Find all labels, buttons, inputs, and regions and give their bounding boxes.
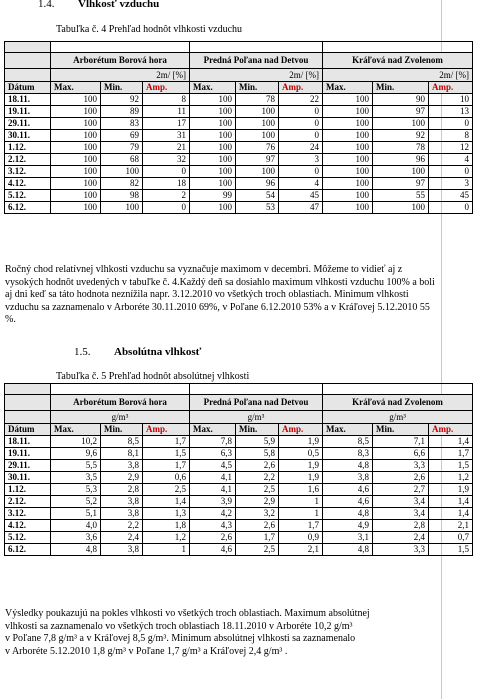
table-cell: 24 — [279, 142, 323, 154]
table-cell: 2,6 — [373, 472, 429, 484]
table-cell: 2,6 — [190, 532, 236, 544]
table-cell: 100 — [236, 106, 279, 118]
table-cell: 1,5 — [429, 460, 473, 472]
table-cell: 11 — [143, 106, 190, 118]
header-blank — [323, 42, 473, 53]
table-cell: 100 — [373, 118, 429, 130]
table-cell: 45 — [429, 190, 473, 202]
site-arboretum: Arborétum Borová hora — [51, 395, 190, 411]
table-cell: 0 — [429, 118, 473, 130]
header-blank — [190, 42, 323, 53]
table-caption: Tabuľka č. 5 Prehľad hodnôt absolútnej vlhkosti — [56, 371, 250, 382]
table-cell: 1,9 — [279, 436, 323, 448]
table-cell: 100 — [323, 94, 373, 106]
table-cell: 2,5 — [236, 484, 279, 496]
table-cell: 4,8 — [323, 544, 373, 556]
section-number: 1.5. — [74, 346, 91, 358]
table-cell: 4,8 — [323, 508, 373, 520]
table-row — [5, 460, 473, 472]
table-cell: 0 — [279, 106, 323, 118]
table-cell: 32 — [143, 154, 190, 166]
table-cell: 5,1 — [51, 508, 101, 520]
absolute-humidity-paragraph — [5, 608, 437, 658]
table-cell: 10,2 — [51, 436, 101, 448]
table-row — [5, 94, 473, 106]
table-cell: 79 — [101, 142, 143, 154]
table-cell: 1,5 — [429, 544, 473, 556]
table-cell: 2,2 — [101, 520, 143, 532]
table-cell: 2,6 — [236, 520, 279, 532]
section-heading-humidity — [38, 0, 159, 10]
table-cell: 2,8 — [101, 484, 143, 496]
table-cell: 21 — [143, 142, 190, 154]
table-cell: 4,6 — [323, 496, 373, 508]
table-cell: 5,9 — [236, 436, 279, 448]
table-cell: 8,5 — [323, 436, 373, 448]
table-cell: 100 — [51, 106, 101, 118]
table-cell: 1,8 — [143, 520, 190, 532]
table-cell: 6,6 — [373, 448, 429, 460]
table-cell: 0,9 — [279, 532, 323, 544]
table-cell: 3,6 — [51, 532, 101, 544]
table-cell: 1 — [279, 496, 323, 508]
header-corner — [5, 53, 51, 69]
row-date: 2.12. — [5, 496, 51, 508]
table-cell: 100 — [190, 94, 236, 106]
table-row — [5, 106, 473, 118]
row-date: 1.12. — [5, 142, 51, 154]
table-cell: 9,6 — [51, 448, 101, 460]
table-cell: 0 — [279, 166, 323, 178]
table-cell: 1,7 — [143, 436, 190, 448]
column-min: Min. — [373, 424, 429, 436]
paragraph-line: v Poľane 7,8 g/m³ a v Kráľovej 8,5 g/m³. Minimum absolútnej vlhkosti sa zaznamenalo — [5, 633, 356, 645]
table-cell: 82 — [101, 178, 143, 190]
row-date: 29.11. — [5, 118, 51, 130]
table-cell: 100 — [323, 166, 373, 178]
table-cell: 100 — [101, 202, 143, 214]
table-cell: 0,6 — [143, 472, 190, 484]
column-min: Min. — [236, 82, 279, 94]
table-cell: 100 — [190, 130, 236, 142]
row-date: 4.12. — [5, 178, 51, 190]
table-cell: 0,7 — [429, 532, 473, 544]
header-corner — [5, 42, 51, 53]
table-cell: 4,8 — [51, 544, 101, 556]
table-cell: 5,8 — [236, 448, 279, 460]
table-cell: 1,9 — [279, 460, 323, 472]
table-cell: 100 — [323, 154, 373, 166]
table-cell: 0 — [143, 202, 190, 214]
table-cell: 13 — [429, 106, 473, 118]
table-cell: 90 — [373, 94, 429, 106]
row-date: 2.12. — [5, 154, 51, 166]
table-row — [5, 508, 473, 520]
table-cell: 3 — [429, 178, 473, 190]
table-cell: 100 — [323, 202, 373, 214]
table-cell: 2,5 — [236, 544, 279, 556]
table-cell: 2,4 — [101, 532, 143, 544]
table-cell: 1,7 — [429, 448, 473, 460]
table-cell: 1,9 — [429, 484, 473, 496]
table-cell: 3,8 — [323, 472, 373, 484]
table-cell: 8,5 — [101, 436, 143, 448]
table-cell: 31 — [143, 130, 190, 142]
table-cell: 1,7 — [143, 460, 190, 472]
column-min: Min. — [101, 82, 143, 94]
table-cell: 1,4 — [143, 496, 190, 508]
table-cell: 69 — [101, 130, 143, 142]
table-cell: 100 — [323, 142, 373, 154]
unit-label: 2m/ [%] — [190, 69, 323, 82]
table-cell: 100 — [323, 106, 373, 118]
table-cell: 4 — [279, 178, 323, 190]
table-cell: 100 — [323, 130, 373, 142]
table-row — [5, 166, 473, 178]
table-cell: 100 — [323, 178, 373, 190]
table-cell: 100 — [236, 166, 279, 178]
column-max: Max. — [190, 82, 236, 94]
table-cell: 100 — [190, 118, 236, 130]
table-cell: 6,3 — [190, 448, 236, 460]
table-cell: 47 — [279, 202, 323, 214]
column-amp: Amp. — [143, 82, 190, 94]
table-cell: 8 — [429, 130, 473, 142]
section-heading-absolute-humidity — [74, 346, 201, 358]
table-cell: 99 — [190, 190, 236, 202]
header-blank — [51, 384, 190, 395]
table-cell: 2,5 — [143, 484, 190, 496]
relative-humidity-table — [4, 41, 473, 214]
row-date: 19.11. — [5, 106, 51, 118]
table-cell: 98 — [101, 190, 143, 202]
table-cell: 1,6 — [279, 484, 323, 496]
paragraph-line: v Arboréte 5.12.2010 1,8 g/m³ v Poľane 1,7 g/m³ a Kráľovej 2,4 g/m³ . — [5, 645, 288, 657]
table-cell: 100 — [323, 190, 373, 202]
table-cell: 100 — [373, 166, 429, 178]
table-cell: 78 — [373, 142, 429, 154]
table-cell: 2,4 — [373, 532, 429, 544]
table-cell: 4,2 — [190, 508, 236, 520]
table-cell: 2,7 — [373, 484, 429, 496]
table-row — [5, 472, 473, 484]
table-row — [5, 142, 473, 154]
table-cell: 2,1 — [279, 544, 323, 556]
table-cell: 100 — [190, 166, 236, 178]
column-amp: Amp. — [279, 424, 323, 436]
table-cell: 100 — [236, 130, 279, 142]
column-amp: Amp. — [279, 82, 323, 94]
table-cell: 83 — [101, 118, 143, 130]
table-cell: 55 — [373, 190, 429, 202]
table-cell: 100 — [51, 202, 101, 214]
column-date: Dátum — [5, 82, 51, 94]
site-polana: Predná Poľana nad Detvou — [190, 395, 323, 411]
header-corner — [5, 395, 51, 411]
table-row — [5, 532, 473, 544]
table-cell: 100 — [51, 190, 101, 202]
row-date: 4.12. — [5, 520, 51, 532]
table-cell: 89 — [101, 106, 143, 118]
table-cell: 3,8 — [101, 544, 143, 556]
table-cell: 8 — [143, 94, 190, 106]
table-cell: 100 — [190, 154, 236, 166]
row-date: 18.11. — [5, 436, 51, 448]
header-corner — [5, 384, 51, 395]
table-cell: 2 — [143, 190, 190, 202]
row-date: 5.12. — [5, 190, 51, 202]
table-cell: 97 — [373, 178, 429, 190]
table-cell: 96 — [236, 178, 279, 190]
unit-label: 2m/ [%] — [51, 69, 190, 82]
table-cell: 18 — [143, 178, 190, 190]
table-cell: 92 — [101, 94, 143, 106]
row-date: 29.11. — [5, 460, 51, 472]
table-row — [5, 130, 473, 142]
column-amp: Amp. — [429, 424, 473, 436]
table-cell: 97 — [236, 154, 279, 166]
table-cell: 100 — [190, 106, 236, 118]
column-min: Min. — [236, 424, 279, 436]
column-max: Max. — [323, 424, 373, 436]
table-cell: 2,2 — [236, 472, 279, 484]
column-amp: Amp. — [429, 82, 473, 94]
column-date: Dátum — [5, 424, 51, 436]
row-date: 30.11. — [5, 472, 51, 484]
table-cell: 92 — [373, 130, 429, 142]
table-cell: 4,8 — [323, 460, 373, 472]
header-corner — [5, 69, 51, 82]
table-cell: 68 — [101, 154, 143, 166]
table-cell: 1,2 — [429, 472, 473, 484]
table-cell: 3,1 — [323, 532, 373, 544]
table-row — [5, 448, 473, 460]
table-cell: 1,7 — [279, 520, 323, 532]
column-min: Min. — [373, 82, 429, 94]
absolute-humidity-table — [4, 383, 473, 556]
table-cell: 100 — [190, 178, 236, 190]
table-cell: 0 — [429, 166, 473, 178]
header-blank — [51, 42, 190, 53]
table-cell: 2,8 — [373, 520, 429, 532]
table-cell: 100 — [190, 142, 236, 154]
table-cell: 4,6 — [323, 484, 373, 496]
row-date: 1.12. — [5, 484, 51, 496]
row-date: 6.12. — [5, 202, 51, 214]
column-max: Max. — [51, 424, 101, 436]
table-cell: 100 — [51, 154, 101, 166]
column-max: Max. — [190, 424, 236, 436]
table-cell: 54 — [236, 190, 279, 202]
table-cell: 12 — [429, 142, 473, 154]
table-cell: 2,9 — [236, 496, 279, 508]
row-date: 3.12. — [5, 166, 51, 178]
table-cell: 2,1 — [429, 520, 473, 532]
table-cell: 0 — [143, 166, 190, 178]
table-cell: 4,6 — [190, 544, 236, 556]
table-cell: 100 — [101, 166, 143, 178]
table-cell: 100 — [51, 142, 101, 154]
table-cell: 3,3 — [373, 460, 429, 472]
table-cell: 3,8 — [101, 460, 143, 472]
header-corner — [5, 411, 51, 424]
table-cell: 78 — [236, 94, 279, 106]
table-cell: 4 — [429, 154, 473, 166]
site-arboretum: Arborétum Borová hora — [51, 53, 190, 69]
table-cell: 3 — [279, 154, 323, 166]
table-cell: 5,5 — [51, 460, 101, 472]
unit-label: g/m³ — [51, 411, 190, 424]
row-date: 18.11. — [5, 94, 51, 106]
table-row — [5, 154, 473, 166]
table-cell: 97 — [373, 106, 429, 118]
site-polana: Predná Poľana nad Detvou — [190, 53, 323, 69]
table-cell: 1,4 — [429, 508, 473, 520]
table-row — [5, 544, 473, 556]
header-blank — [323, 384, 473, 395]
table-cell: 1,5 — [143, 448, 190, 460]
table-cell: 10 — [429, 94, 473, 106]
table-cell: 1,4 — [429, 436, 473, 448]
paragraph-line: Výsledky poukazujú na pokles vlhkosti vo všetkých troch oblastiach. Maximum absolútnej — [5, 608, 370, 619]
table-cell: 4,5 — [190, 460, 236, 472]
table-row — [5, 436, 473, 448]
table-cell: 96 — [373, 154, 429, 166]
table-row — [5, 202, 473, 214]
table-cell: 1,4 — [429, 496, 473, 508]
table-cell: 3,8 — [101, 508, 143, 520]
table-cell: 1,3 — [143, 508, 190, 520]
table-cell: 0 — [429, 202, 473, 214]
site-kralova: Kráľová nad Zvolenom — [323, 53, 473, 69]
table-cell: 1 — [143, 544, 190, 556]
table-cell: 0 — [279, 118, 323, 130]
table-cell: 4,1 — [190, 484, 236, 496]
table-cell: 100 — [323, 118, 373, 130]
table-cell: 2,6 — [236, 460, 279, 472]
table-row — [5, 520, 473, 532]
table-cell: 7,8 — [190, 436, 236, 448]
table-cell: 0,5 — [279, 448, 323, 460]
section-number: 1.4. — [38, 0, 55, 10]
table-cell: 53 — [236, 202, 279, 214]
table-row — [5, 484, 473, 496]
row-date: 6.12. — [5, 544, 51, 556]
table-cell: 100 — [51, 166, 101, 178]
row-date: 3.12. — [5, 508, 51, 520]
table-cell: 1,2 — [143, 532, 190, 544]
table-cell: 2,9 — [101, 472, 143, 484]
unit-label: g/m³ — [323, 411, 473, 424]
table-cell: 76 — [236, 142, 279, 154]
table-cell: 100 — [236, 118, 279, 130]
paragraph-line: vlhkosti sa zaznamenalo vo všetkých troch oblastiach 18.11.2010 v Arboréte 10,2 g/m³ — [5, 620, 353, 632]
table-cell: 3,9 — [190, 496, 236, 508]
table-cell: 3,2 — [236, 508, 279, 520]
row-date: 19.11. — [5, 448, 51, 460]
table-cell: 5,3 — [51, 484, 101, 496]
section-title: Vlhkosť vzduchu — [78, 0, 160, 10]
table-cell: 45 — [279, 190, 323, 202]
row-date: 30.11. — [5, 130, 51, 142]
section-title: Absolútna vlhkosť — [114, 346, 202, 358]
table-cell: 4,1 — [190, 472, 236, 484]
table-cell: 1,7 — [236, 532, 279, 544]
table-cell: 3,4 — [373, 496, 429, 508]
table-row — [5, 178, 473, 190]
table-row — [5, 190, 473, 202]
row-date: 5.12. — [5, 532, 51, 544]
table-cell: 0 — [279, 130, 323, 142]
table-cell: 4,3 — [190, 520, 236, 532]
table-caption: Tabuľka č. 4 Prehľad hodnôt vlhkosti vzduchu — [56, 24, 243, 35]
table-row — [5, 496, 473, 508]
table-cell: 100 — [51, 130, 101, 142]
table-cell: 1,9 — [279, 472, 323, 484]
unit-label: g/m³ — [190, 411, 323, 424]
table-cell: 3,4 — [373, 508, 429, 520]
table-cell: 3,5 — [51, 472, 101, 484]
table-cell: 8,3 — [323, 448, 373, 460]
table-cell: 100 — [51, 178, 101, 190]
table-cell: 22 — [279, 94, 323, 106]
column-max: Max. — [51, 82, 101, 94]
table-cell: 100 — [51, 94, 101, 106]
table-cell: 100 — [190, 202, 236, 214]
column-amp: Amp. — [143, 424, 190, 436]
unit-label: 2m/ [%] — [323, 69, 473, 82]
table-cell: 4,9 — [323, 520, 373, 532]
table-cell: 8,1 — [101, 448, 143, 460]
header-blank — [190, 384, 323, 395]
table-cell: 1 — [279, 508, 323, 520]
humidity-paragraph: Ročný chod relatívnej vlhkosti vzduchu sa vyznačuje maximom v decembri. Môžeme to vidieť aj z vysokých hodnôt uvedených v tabuľke č. 4.Každý deň sa dosiahlo maximum vlhkosti vzduchu 100% a boli aj dni keď sa táto hodnota neznížila napr. 3.12.2010 vo všetkých troch oblastiach. Minimum vlhkosti vzduchu sa zaznamenalo v Arboréte 30.11.2010 69%, v Poľane 6.12.2010 53% a v Kráľovej 5.12.2010 55 %. — [5, 264, 435, 326]
table-cell: 5,2 — [51, 496, 101, 508]
table-row — [5, 118, 473, 130]
site-kralova: Kráľová nad Zvolenom — [323, 395, 473, 411]
table-cell: 100 — [373, 202, 429, 214]
table-cell: 3,8 — [101, 496, 143, 508]
table-cell: 17 — [143, 118, 190, 130]
column-max: Max. — [323, 82, 373, 94]
column-min: Min. — [101, 424, 143, 436]
table-cell: 4,0 — [51, 520, 101, 532]
table-cell: 7,1 — [373, 436, 429, 448]
table-cell: 100 — [51, 118, 101, 130]
table-cell: 3,3 — [373, 544, 429, 556]
